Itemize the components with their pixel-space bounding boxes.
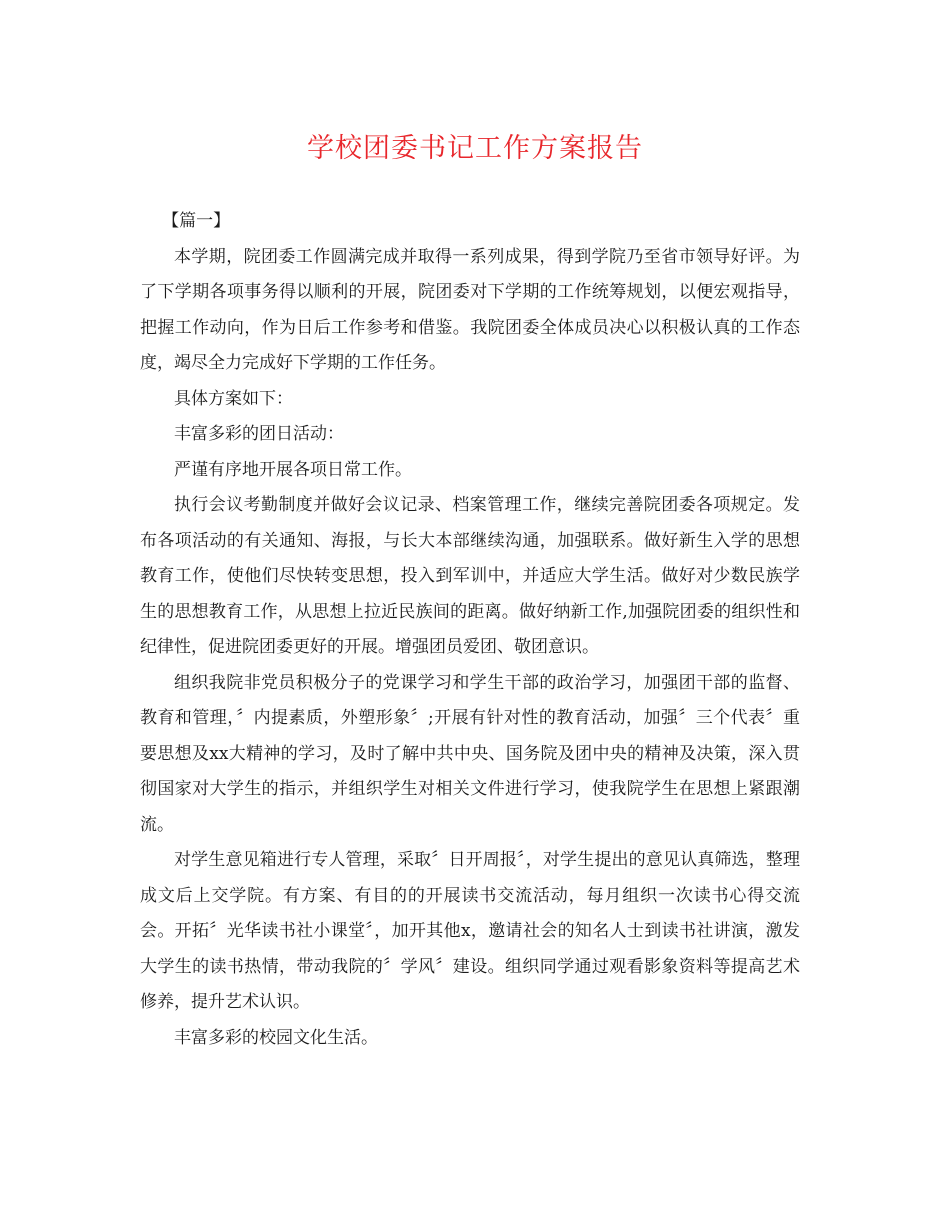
paragraph-meetings: 执行会议考勤制度并做好会议记录、档案管理工作，继续完善院团委各项规定。发布各项活动的有关通知、海报，与长大本部继续沟通，加强联系。做好新生入学的思想教育工作，使他们尽快转变思想，投入到军训中，并适应大学生活。做好对少数民族学生的思想教育工作，从思想上拉近民族间的距离。做好纳新工作,加强院团委的组织性和纪律性，促进院团委更好的开展。增强团员爱团、敬团意识。 <box>140 495 800 657</box>
paragraph-daily-work: 严谨有序地开展各项日常工作。 <box>174 459 412 480</box>
paragraph-campus-culture: 丰富多彩的校园文化生活。 <box>174 1027 378 1048</box>
paragraph-plan-heading: 具体方案如下： <box>174 388 293 409</box>
document-title: 学校团委书记工作方案报告 <box>307 133 643 164</box>
section-label: 【篇一】 <box>162 211 231 231</box>
paragraph-activities-heading: 丰富多彩的团日活动： <box>174 424 344 444</box>
paragraph-suggestions: 对学生意见箱进行专人管理，采取〞日开周报〞，对学生提出的意见认真筛选，整理成文后上交学院。有方案、有目的的开展读书交流活动，每月组织一次读书心得交流会。开拓〞光华读书社小课堂〞，加开其他x，邀请社会的知名人士到读书社讲演，激发大学生的读书热情，带动我院的〞学风〞建设。组织同学通过观看影象资料等提高艺术修养，提升艺术认识。 <box>140 850 800 1012</box>
document-body <box>140 204 800 1056</box>
paragraph-intro: 本学期，院团委工作圆满完成并取得一系列成果，得到学院乃至省市领导好评。为了下学期各项事务得以顺利的开展，院团委对下学期的工作统筹规划，以便宏观指导，把握工作动向，作为日后工作参考和借鉴。我院团委全体成员决心以积极认真的工作态度，竭尽全力完成好下学期的工作任务。 <box>140 246 800 373</box>
paragraph-political-study: 组织我院非党员积极分子的党课学习和学生干部的政治学习，加强团干部的监督、教育和管理，〞内提素质，外塑形象〞;开展有针对性的教育活动，加强〞三个代表〞重要思想及xx大精神的学习，及时了解中共中央、国务院及团中央的精神及决策，深入贯彻国家对大学生的指示，并组织学生对相关文件进行学习，使我院学生在思想上紧跟潮流。 <box>140 672 800 835</box>
